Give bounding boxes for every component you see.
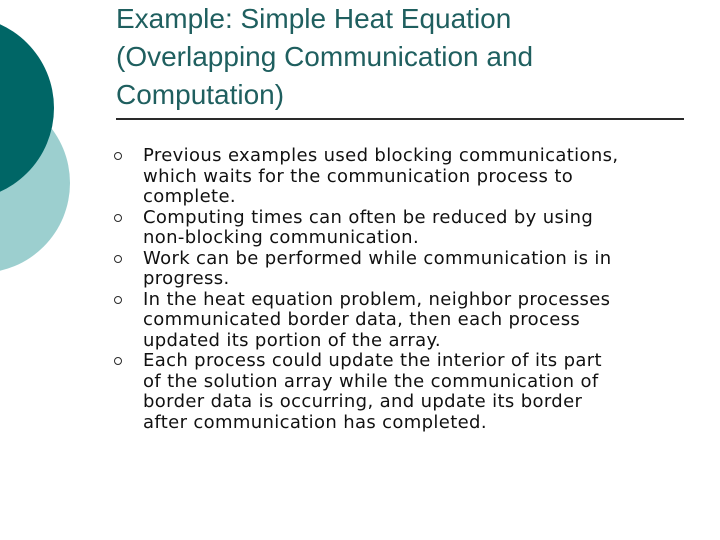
title-line: Computation) — [116, 79, 285, 110]
bullet-line: after communication has completed. — [143, 411, 487, 433]
bullet-text — [143, 351, 694, 433]
bullet-line: border data is occurring, and update its border — [143, 391, 583, 412]
title-divider — [116, 118, 684, 120]
bullet-line: Previous examples used blocking communications, — [143, 145, 619, 166]
slide-title — [116, 0, 696, 114]
bullet-item — [114, 249, 694, 290]
bullet-item — [114, 146, 694, 208]
bullet-line: non-blocking communication. — [143, 227, 420, 248]
bullet-line: Each process could update the interior of its part — [143, 350, 602, 371]
hollow-circle-bullet-icon — [114, 152, 122, 160]
hollow-circle-bullet-icon — [114, 214, 122, 222]
title-line: (Overlapping Communication and — [116, 41, 534, 72]
bullet-text — [143, 146, 694, 208]
bullet-line: In the heat equation problem, neighbor processes — [143, 288, 611, 310]
hollow-circle-bullet-icon — [114, 296, 122, 304]
decorative-circles — [0, 0, 80, 300]
bullet-line: Computing times can often be reduced by using — [143, 206, 594, 228]
bullet-text — [143, 249, 694, 290]
bullet-line: updated its portion of the array. — [143, 329, 442, 351]
bullet-list — [114, 146, 694, 433]
bullet-line: progress. — [143, 268, 230, 289]
hollow-circle-bullet-icon — [114, 255, 122, 263]
hollow-circle-bullet-icon — [114, 357, 122, 365]
bullet-item — [114, 290, 694, 352]
bullet-item — [114, 208, 694, 249]
bullet-item — [114, 351, 694, 433]
bullet-line: complete. — [143, 186, 236, 207]
title-line: Example: Simple Heat Equation — [116, 3, 512, 34]
bullet-line: which waits for the communication process to — [143, 165, 574, 187]
bullet-line: communicated border data, then each process — [143, 309, 581, 330]
bullet-line: of the solution array while the communication of — [143, 370, 599, 392]
bullet-text — [143, 290, 694, 352]
bullet-line: Work can be performed while communication is in — [143, 247, 612, 269]
bullet-text — [143, 208, 694, 249]
